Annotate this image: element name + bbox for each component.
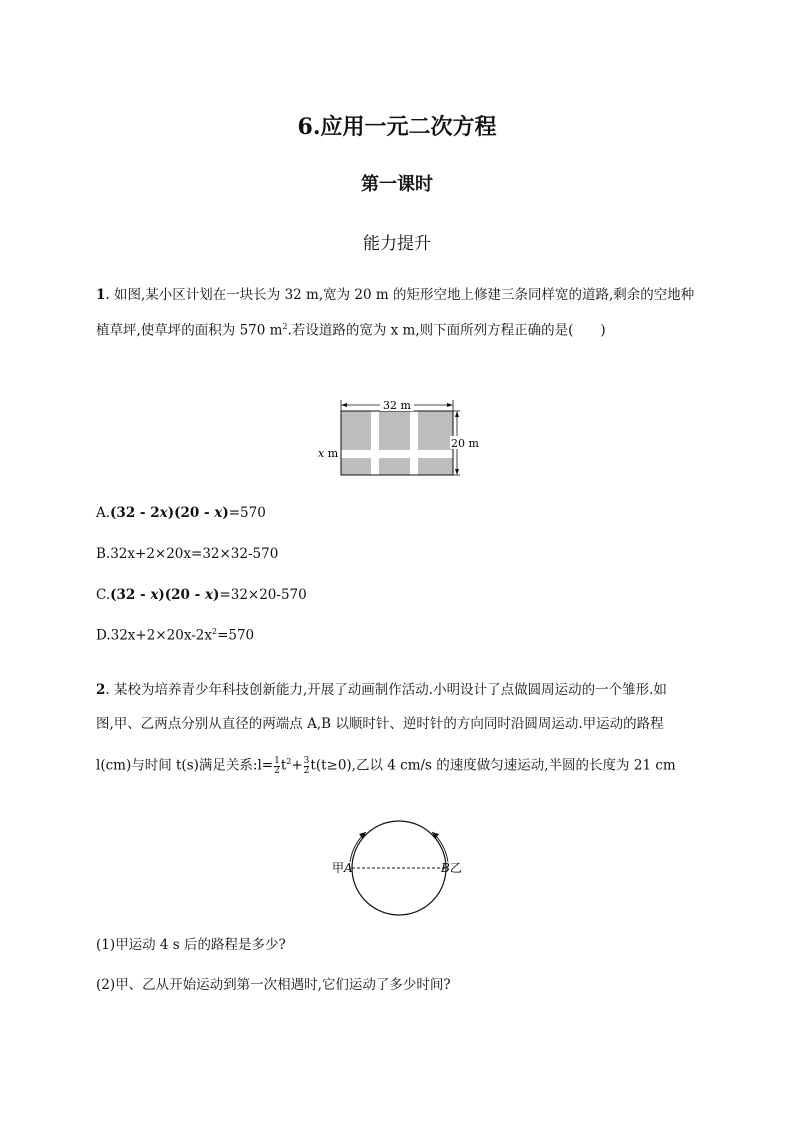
question-1-text	[96, 280, 706, 347]
option-d[interactable]: $D.32x+2\times 20x-2x^2=570$	[96, 627, 255, 644]
question-number: 2	[96, 682, 106, 698]
fraction-three-halves: $\frac{3}{2}$	[303, 755, 310, 776]
horizontal-road	[341, 450, 453, 458]
vertical-road-2	[410, 411, 418, 475]
width-label: 20 m	[451, 437, 479, 450]
circle-motion-figure	[320, 818, 480, 918]
vertical-road-1	[371, 411, 379, 475]
sub-question-1: (1)甲运动 4 s 后的路程是多少?	[96, 937, 286, 953]
question-2-line-1: 2. 某校为培养青少年科技创新能力,开展了动画制作活动.小明设计了点做圆周运动的一个雏形.如	[96, 682, 667, 698]
road-width-label: x m	[318, 447, 339, 460]
point-a-label: 甲A	[332, 861, 353, 875]
question-2-line-3: l(cm)与时间 t(s)满足关系:l= $\frac{1}{2}$ $t^2+$ $\frac{3}{2}$ t(t≥0),乙以 4 cm/s 的速度做匀速运动,半圆的长度为 21 cm	[96, 755, 676, 776]
question-2-text	[96, 673, 706, 783]
option-c[interactable]: C.(32 - x)(20 - x)=32×20-570	[96, 587, 307, 603]
question-2-line-2: 图,甲、乙两点分别从直径的两端点 A,B 以顺时针、逆时针的方向同时沿圆周运动.甲运动的路程	[96, 716, 664, 732]
option-b[interactable]: B.32x+2×20x=32×32-570	[96, 546, 279, 562]
question-number: 1	[96, 287, 106, 303]
page-title: 6.应用一元二次方程	[297, 114, 497, 140]
lesson-subtitle: 第一课时	[361, 174, 433, 195]
sub-question-2: (2)甲、乙从开始运动到第一次相遇时,它们运动了多少时间?	[96, 977, 451, 993]
road-plot-figure	[310, 396, 490, 482]
length-label: 32 m	[383, 399, 411, 412]
question-1-line-2: 植草坪,使草坪的面积为 570 $m^2$.若设道路的宽为 x m,则下面所列方程正确的是( )	[96, 322, 606, 339]
question-1-line-1: 1. 如图,某小区计划在一块长为 32 m,宽为 20 m 的矩形空地上修建三条同样宽的道路,剩余的空地种	[96, 287, 695, 303]
point-b-label: B乙	[441, 861, 462, 875]
plot-rectangle	[341, 411, 453, 475]
option-a[interactable]: A.(32 - 2x)(20 - x)=570	[96, 505, 266, 521]
section-heading: 能力提升	[363, 234, 431, 254]
fraction-one-half: $\frac{1}{2}$	[274, 755, 280, 776]
